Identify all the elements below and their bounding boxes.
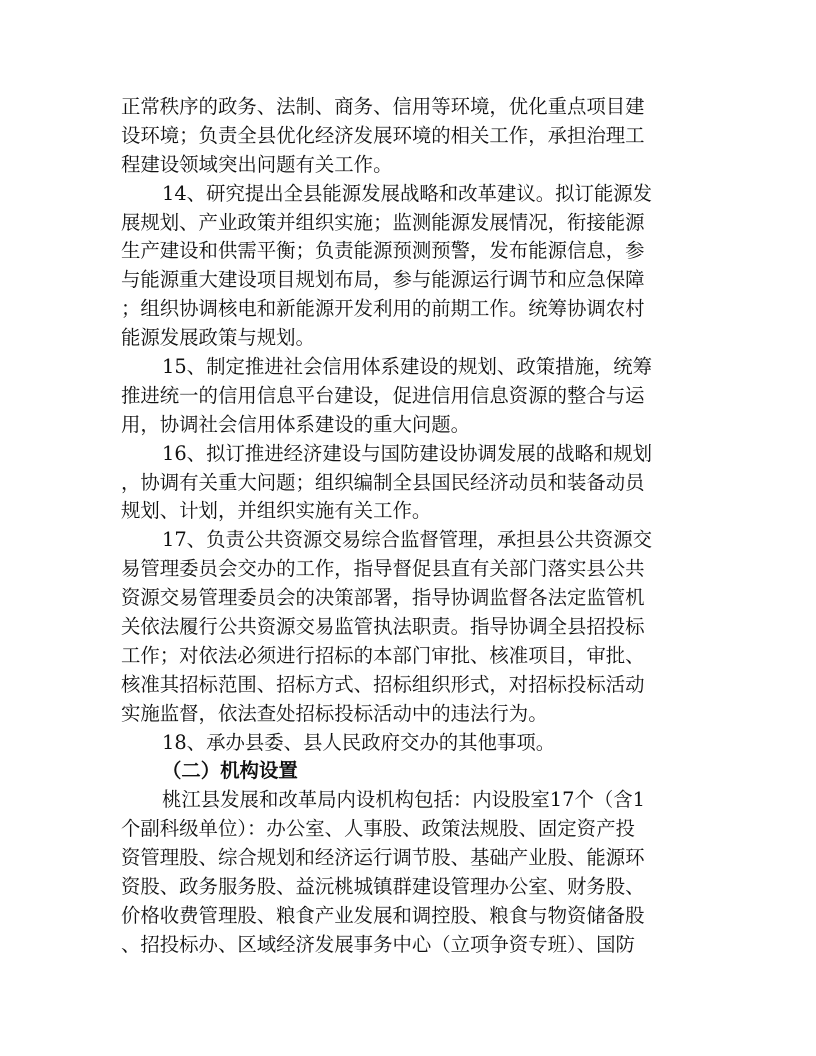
- text-line: 实施监督，依法查处招标投标活动中的违法行为。: [121, 701, 548, 725]
- text-line: 核准其招标范围、招标方式、招标组织形式，对招标投标活动: [121, 672, 645, 696]
- paragraph-16-start: 16、拟订推进经济建设与国防建设协调发展的战略和规划: [162, 441, 653, 465]
- text-line: 规划、计划，并组织实施有关工作。: [121, 499, 432, 523]
- text-line: 正常秩序的政务、法制、商务、信用等环境，优化重点项目建: [121, 95, 645, 118]
- text-line: 展规划、产业政策并组织实施；监测能源发展情况，衔接能源: [121, 210, 645, 234]
- text-line: 关依法履行公共资源交易监管执法职责。指导协调全县招投标: [121, 615, 645, 639]
- text-line: 资源交易管理委员会的决策部署，指导协调监督各法定监管机: [121, 586, 645, 610]
- text-line: 设环境；负责全县优化经济发展环境的相关工作，承担治理工: [121, 123, 645, 147]
- text-line: 与能源重大建设项目规划布局，参与能源运行调节和应急保障: [121, 268, 645, 292]
- document-body: [121, 93, 711, 960]
- paragraph-14-start: 14、研究提出全县能源发展战略和改革建议。拟订能源发: [162, 181, 653, 205]
- paragraph-15-start: 15、制定推进社会信用体系建设的规划、政策措施，统筹: [162, 355, 653, 379]
- paragraph-institutions-start: 桃江县发展和改革局内设机构包括：内设股室17个（含1: [162, 788, 645, 812]
- text-line: 资股、政务服务股、益沅桃城镇群建设管理办公室、财务股、: [121, 875, 645, 899]
- section-heading: （二）机构设置: [162, 759, 298, 783]
- text-line: 个副科级单位）：办公室、人事股、政策法规股、固定资产投: [121, 817, 635, 841]
- text-line: 生产建设和供需平衡；负责能源预测预警，发布能源信息，参: [121, 239, 645, 263]
- text-line: ，协调有关重大问题；组织编制全县国民经济动员和装备动员: [121, 470, 645, 494]
- text-line: 工作；对依法必须进行招标的本部门审批、核准项目，审批、: [121, 643, 645, 667]
- text-line: ；组织协调核电和新能源开发利用的前期工作。统筹协调农村: [121, 297, 645, 321]
- paragraph-17-start: 17、负责公共资源交易综合监督管理，承担县公共资源交: [162, 528, 653, 552]
- text-line: 价格收费管理股、粮食产业发展和调控股、粮食与物资储备股: [121, 903, 645, 927]
- text-line: 易管理委员会交办的工作，指导督促县直有关部门落实县公共: [121, 557, 645, 581]
- text-line: 用，协调社会信用体系建设的重大问题。: [121, 412, 471, 436]
- text-line: 资管理股、综合规划和经济运行调节股、基础产业股、能源环: [121, 846, 645, 870]
- paragraph-18-start: 18、承办县委、县人民政府交办的其他事项。: [162, 730, 556, 754]
- text-line: 能源发展政策与规划。: [121, 326, 315, 350]
- text-line: 程建设领域突出问题有关工作。: [121, 152, 393, 176]
- text-line: 、招投标办、区域经济发展事务中心（立项争资专班）、国防: [121, 932, 635, 956]
- text-line: 推进统一的信用信息平台建设，促进信用信息资源的整合与运: [121, 383, 645, 407]
